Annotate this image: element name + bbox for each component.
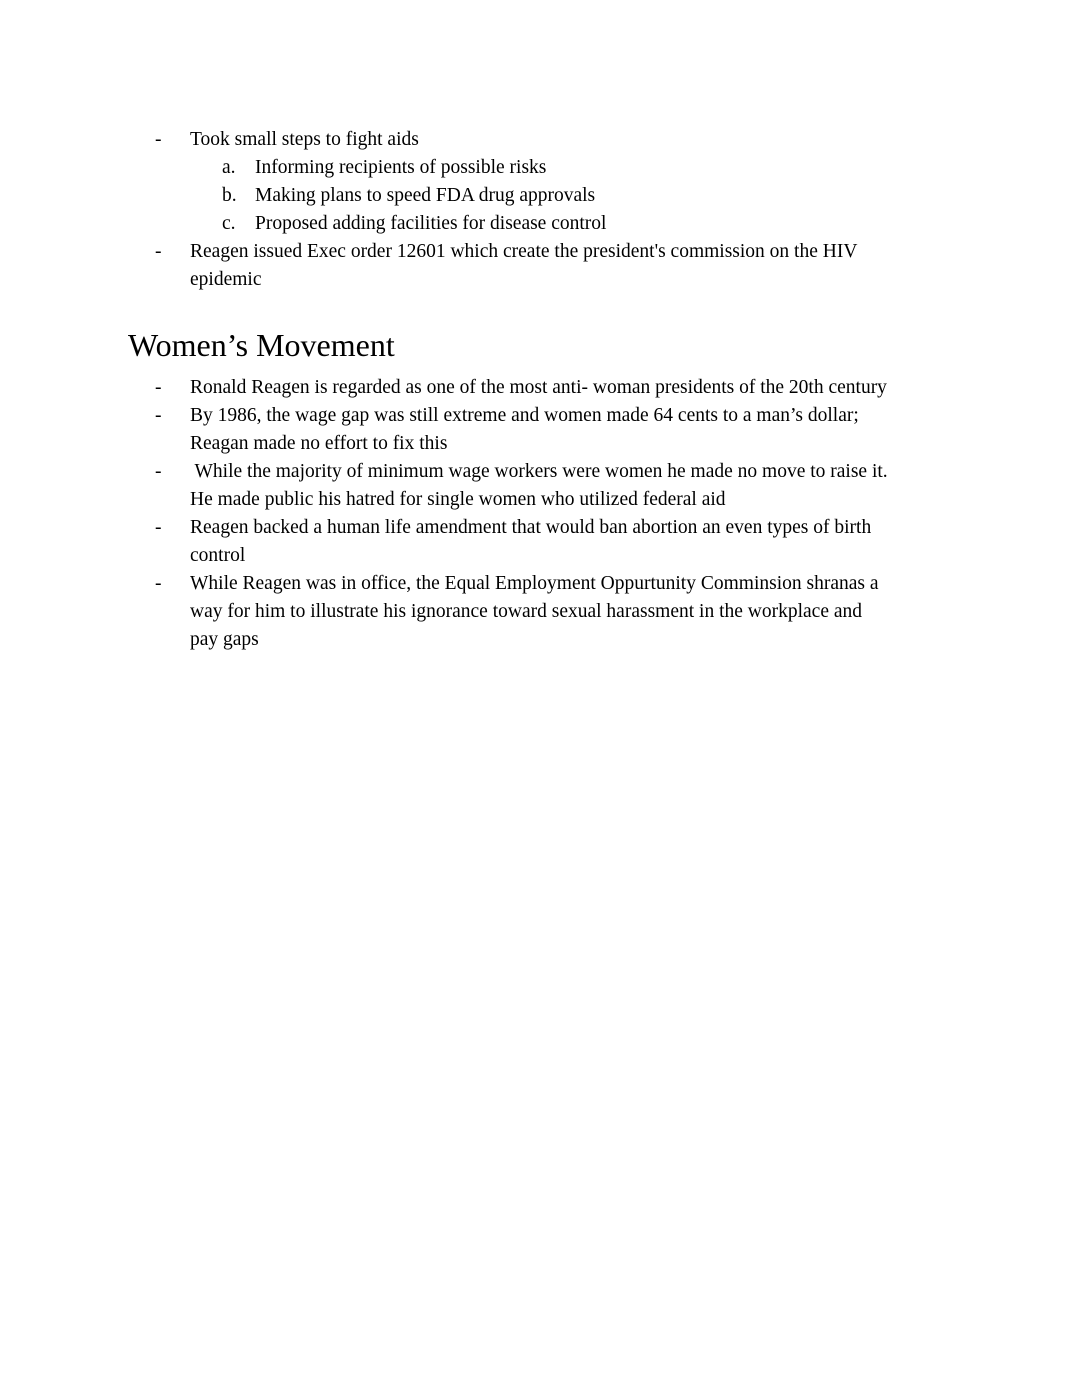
text-line: Reagen issued Exec order 12601 which create the president's commission on the HIV	[190, 241, 858, 262]
list-item-text	[190, 458, 953, 514]
text-line: Took small steps to fight aids	[190, 129, 419, 150]
bullet-marker: -	[155, 405, 162, 426]
bullet-marker: -	[155, 241, 162, 262]
sublist-item	[222, 154, 953, 182]
list-item-text	[190, 374, 953, 402]
list-item-text	[190, 570, 953, 654]
bullet-marker: -	[155, 461, 162, 482]
womens-movement-bullet-list	[128, 374, 953, 654]
text-line: While Reagen was in office, the Equal Employment Oppurtunity Comminsion shranas a	[190, 573, 879, 594]
bullet-marker: -	[155, 517, 162, 538]
text-line: Reagan made no effort to fix this	[190, 433, 448, 454]
list-item-text	[190, 238, 953, 294]
list-item	[155, 238, 953, 294]
list-item	[155, 126, 953, 154]
lettered-sublist	[222, 154, 953, 238]
letter-marker: a.	[222, 157, 236, 178]
text-line: control	[190, 545, 246, 566]
text-line: way for him to illustrate his ignorance toward sexual harassment in the workplace and	[190, 601, 863, 622]
text-line: By 1986, the wage gap was still extreme and women made 64 cents to a man’s dollar;	[190, 405, 859, 426]
text-line: epidemic	[190, 269, 262, 290]
text-line: Ronald Reagen is regarded as one of the most anti- woman presidents of the 20th century	[190, 377, 887, 398]
text-line: pay gaps	[190, 629, 259, 650]
list-item-text	[190, 402, 953, 458]
sublist-item	[222, 210, 953, 238]
text-line: Making plans to speed FDA drug approvals	[255, 185, 596, 206]
section-heading: Women’s Movement	[128, 327, 395, 363]
text-line: Reagen backed a human life amendment that would ban abortion an even types of birth	[190, 517, 872, 538]
aids-bullet-list	[128, 126, 953, 294]
list-item	[155, 402, 953, 458]
list-item	[155, 570, 953, 654]
text-line: Proposed adding facilities for disease control	[255, 213, 607, 234]
letter-marker: c.	[222, 213, 236, 234]
bullet-marker: -	[155, 129, 162, 150]
list-item-text	[190, 514, 953, 570]
text-line: He made public his hatred for single women who utilized federal aid	[190, 489, 726, 510]
list-item	[155, 374, 953, 402]
letter-marker: b.	[222, 185, 237, 206]
text-line: Informing recipients of possible risks	[255, 157, 547, 178]
text-line: While the majority of minimum wage workers were women he made no move to raise it.	[190, 461, 888, 482]
sublist-item	[222, 182, 953, 210]
bullet-marker: -	[155, 377, 162, 398]
list-item	[155, 514, 953, 570]
list-item-text	[190, 126, 953, 154]
bullet-marker: -	[155, 573, 162, 594]
list-item	[155, 458, 953, 514]
